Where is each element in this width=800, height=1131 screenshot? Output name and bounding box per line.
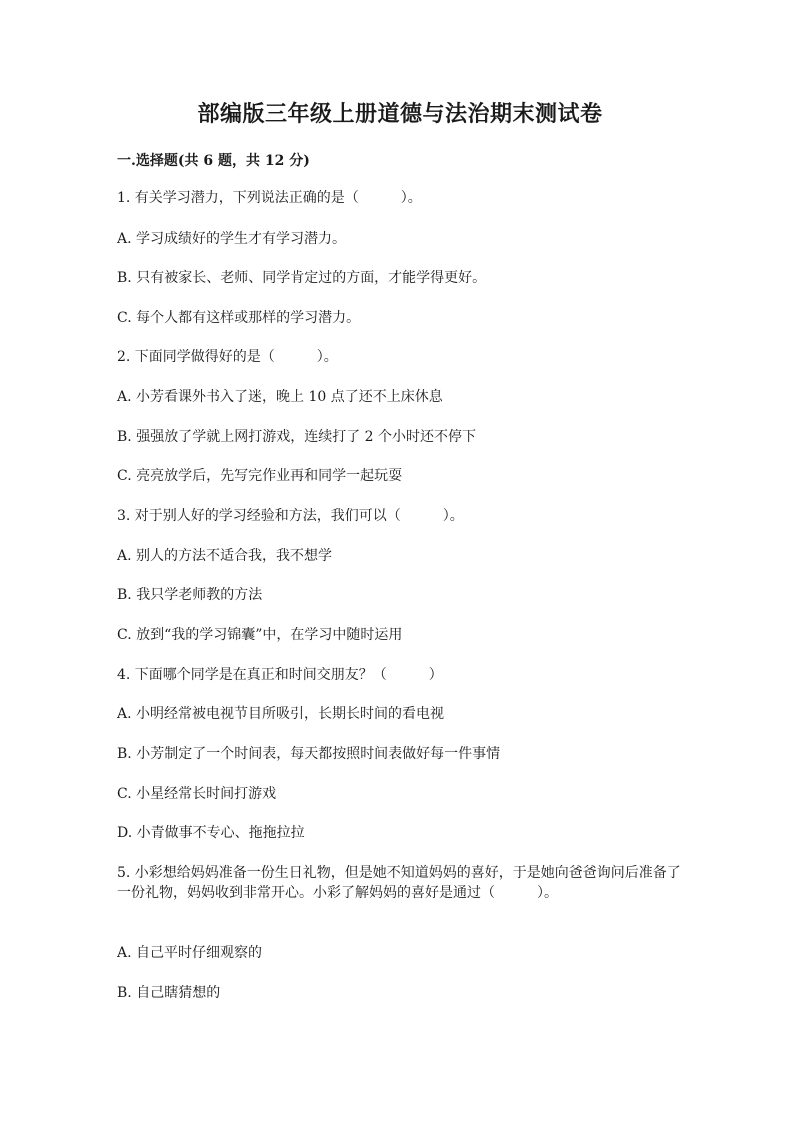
answer-option: C. 小星经常长时间打游戏 <box>117 786 277 802</box>
answer-option: B. 自己瞎猜想的 <box>117 985 221 1001</box>
answer-option: A. 自己平时仔细观察的 <box>117 945 263 961</box>
section-heading: 一.选择题(共 6 题，共 12 分) <box>117 153 310 169</box>
answer-option: C. 放到“我的学习锦囊”中，在学习中随时运用 <box>117 627 403 643</box>
answer-option: A. 别人的方法不适合我，我不想学 <box>117 548 333 564</box>
answer-option: A. 小明经常被电视节目所吸引，长期长时间的看电视 <box>117 706 445 722</box>
question-stem: 2. 下面同学做得好的是（ ）。 <box>117 349 338 365</box>
question-stem: 1. 有关学习潜力，下列说法正确的是（ ）。 <box>117 190 422 206</box>
answer-option: B. 只有被家长、老师、同学肯定过的方面，才能学得更好。 <box>117 270 487 286</box>
answer-option: A. 小芳看课外书入了迷，晚上 10 点了还不上床休息 <box>117 389 443 405</box>
answer-option: B. 我只学老师教的方法 <box>117 587 263 603</box>
answer-option: B. 强强放了学就上网打游戏，连续打了 2 个小时还不停下 <box>117 429 476 445</box>
answer-option: A. 学习成绩好的学生才有学习潜力。 <box>117 231 347 247</box>
answer-option: D. 小青做事不专心、拖拖拉拉 <box>117 825 305 841</box>
answer-option: C. 亮亮放学后，先写完作业再和同学一起玩耍 <box>117 468 403 484</box>
answer-option: B. 小芳制定了一个时间表，每天都按照时间表做好每一件事情 <box>117 746 501 762</box>
answer-option: C. 每个人都有这样或那样的学习潜力。 <box>117 310 361 326</box>
question-stem: 5. 小彩想给妈妈准备一份生日礼物，但是她不知道妈妈的喜好，于是她向爸爸询问后准备了一份礼物，妈妈收到非常开心。小彩了解妈妈的喜好是通过（ ）。 <box>117 865 681 901</box>
page-title: 部编版三年级上册道德与法治期末测试卷 <box>197 101 603 127</box>
question-stem: 3. 对于别人好的学习经验和方法，我们可以（ ）。 <box>117 508 464 524</box>
question-stem: 4. 下面哪个同学是在真正和时间交朋友？（ ） <box>117 667 443 683</box>
